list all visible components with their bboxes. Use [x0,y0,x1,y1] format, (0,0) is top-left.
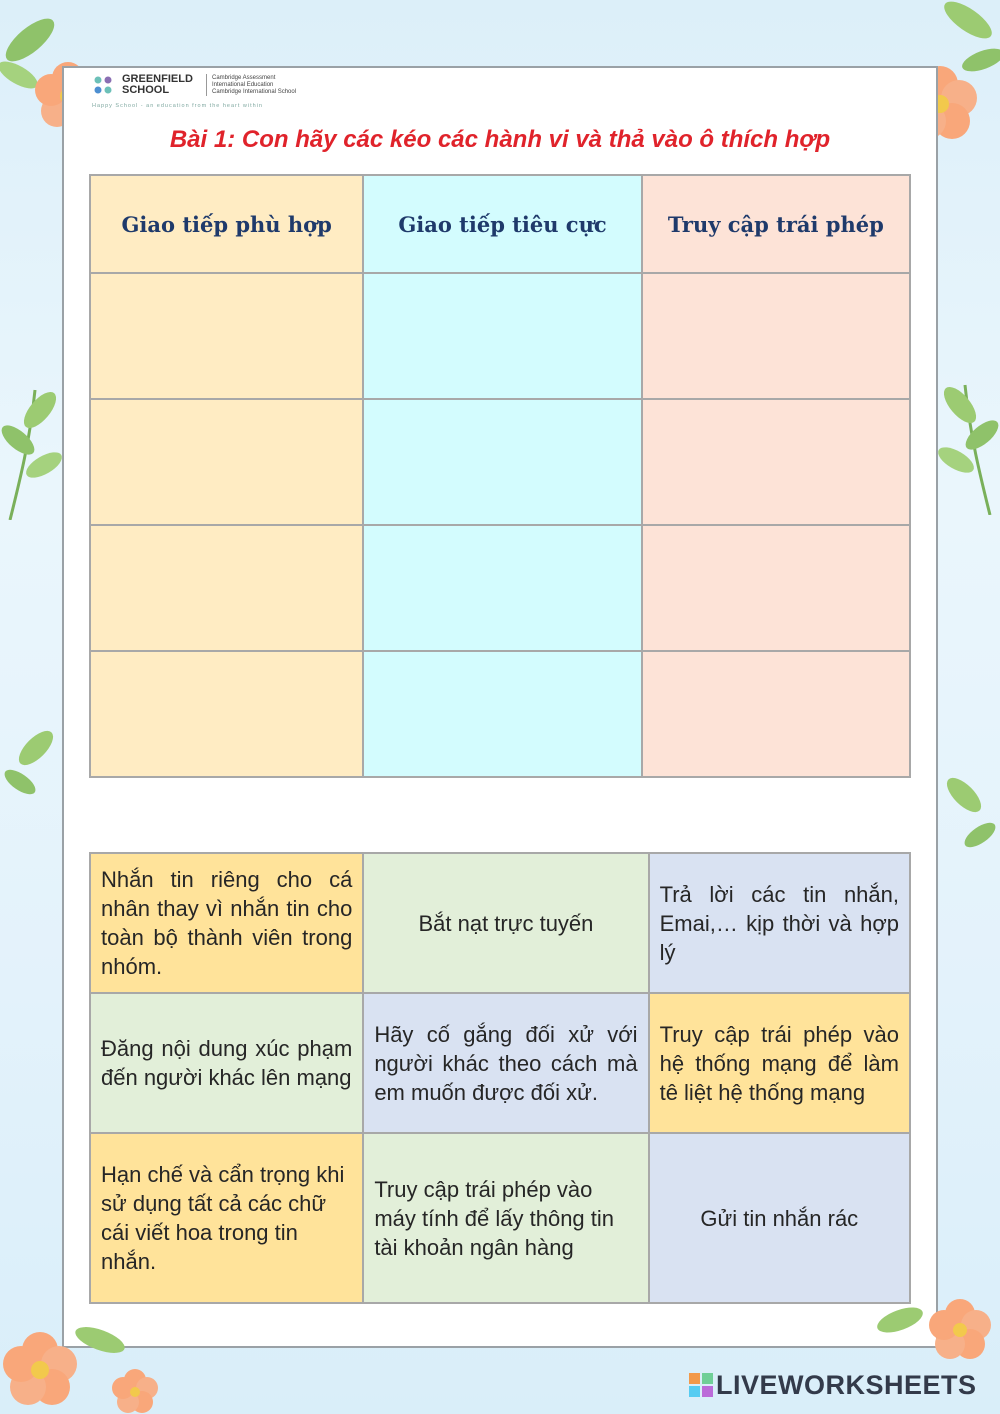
draggable-card[interactable]: Hãy cố gắng đối xử với người khác theo cách mà em muốn được đối xử. [363,993,648,1133]
drop-zone-appropriate-1[interactable] [90,273,363,399]
drop-zone-table [89,174,911,778]
drop-zone-appropriate-2[interactable] [90,399,363,525]
liveworksheets-logo-icon [688,1372,714,1398]
drop-zone-negative-1[interactable] [363,273,641,399]
school-tagline: Happy School - an education from the heart within [92,103,263,109]
drop-zone-negative-3[interactable] [363,525,641,651]
cambridge-line2: International Education [212,82,274,88]
leaf-decoration-right-lower [930,765,1000,885]
drop-zone-appropriate-4[interactable] [90,651,363,777]
draggable-card[interactable]: Truy cập trái phép vào máy tính để lấy thông tin tài khoản ngân hàng [363,1133,648,1303]
drop-zone-appropriate-3[interactable] [90,525,363,651]
drop-zone-unauthorized-4[interactable] [642,651,910,777]
draggable-card[interactable]: Đăng nội dung xúc phạm đến người khác lên mạng [90,993,363,1133]
draggable-card[interactable]: Trả lời các tin nhắn, Emai,… kịp thời và hợp lý [649,853,910,993]
draggable-card[interactable]: Nhắn tin riêng cho cá nhân thay vì nhắn tin cho toàn bộ thành viên trong nhóm. [90,853,363,993]
leaf-decoration-right-middle [930,375,1000,515]
greenfield-logo-icon [92,74,116,98]
school-name-line1: GREENFIELD [122,73,193,85]
school-name-line2: SCHOOL [122,84,170,96]
draggable-card[interactable]: Truy cập trái phép vào hệ thống mạng để làm tê liệt hệ thống mạng [649,993,910,1133]
draggable-card[interactable]: Bắt nạt trực tuyến [363,853,648,993]
leaf-decoration-left-middle [0,380,70,520]
cambridge-line1: Cambridge Assessment [212,75,276,81]
category-header-appropriate-communication: Giao tiếp phù hợp [90,175,363,273]
drop-zone-unauthorized-1[interactable] [642,273,910,399]
behavior-cards-table [89,852,911,1304]
drop-zone-unauthorized-3[interactable] [642,525,910,651]
liveworksheets-watermark [688,1370,988,1400]
drop-zone-negative-2[interactable] [363,399,641,525]
leaf-decoration-left-lower [0,720,70,830]
draggable-card[interactable]: Gửi tin nhắn rác [649,1133,910,1303]
cambridge-logo-text [212,75,296,96]
corner-flower-decoration-bottom-left [0,1300,170,1414]
liveworksheets-text: LIVEWORKSHEETS [716,1370,977,1400]
category-header-negative-communication: Giao tiếp tiêu cực [363,175,641,273]
cambridge-line3: Cambridge International School [212,89,297,95]
drop-zone-negative-4[interactable] [363,651,641,777]
drop-zone-unauthorized-2[interactable] [642,399,910,525]
school-name [122,74,193,96]
category-header-unauthorized-access: Truy cập trái phép [642,175,910,273]
logo-divider [206,74,207,96]
school-logo [92,72,302,112]
exercise-title: Bài 1: Con hãy các kéo các hành vi và thả vào ô thích hợp [169,126,831,153]
draggable-card[interactable]: Hạn chế và cẩn trọng khi sử dụng tất cả các chữ cái viết hoa trong tin nhắn. [90,1133,363,1303]
